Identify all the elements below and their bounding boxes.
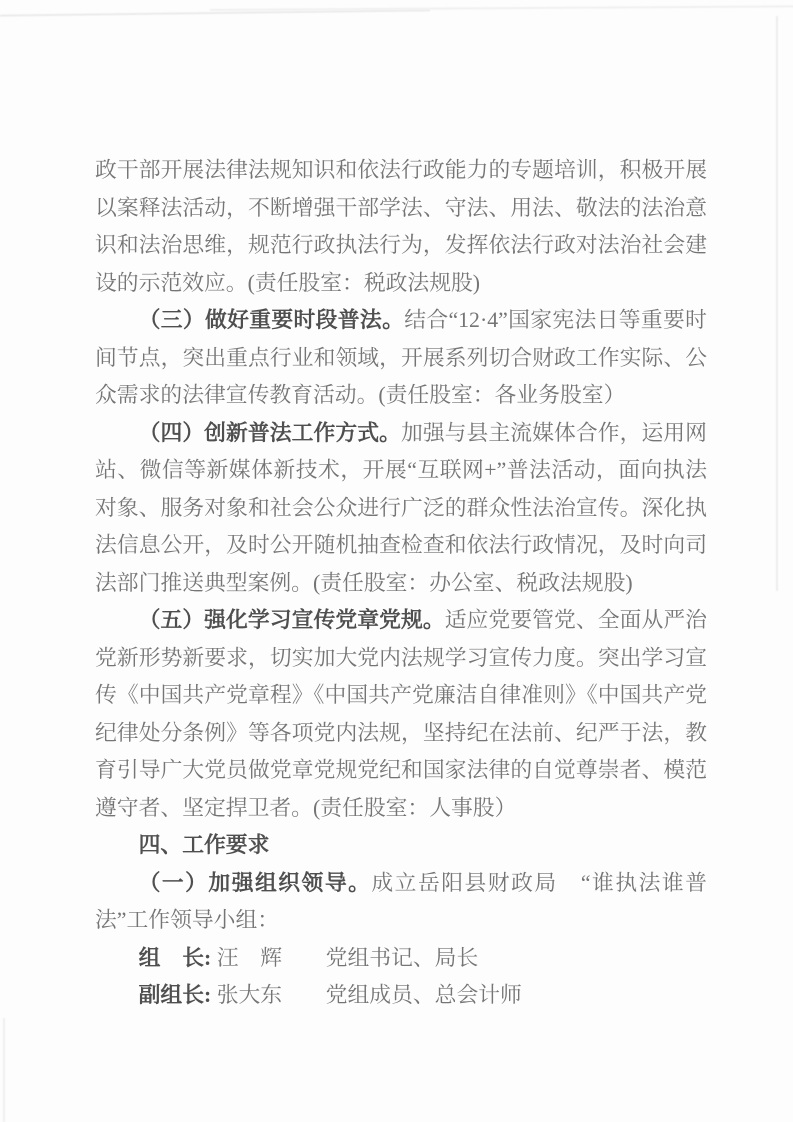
scan-artifact-bottom-left-edge xyxy=(3,1018,5,1122)
paragraph-lead: （五）强化学习宣传党章党规。 xyxy=(138,608,445,632)
leader-role-label: 组 长: xyxy=(138,945,212,970)
leader-name-title: 张大东 党组成员、总会计师 xyxy=(211,983,522,1007)
scan-artifact-right-edge xyxy=(776,16,778,591)
leader-role-label: 副组长: xyxy=(138,983,212,1007)
scan-artifact-top-line-2 xyxy=(210,5,793,11)
paragraph-lead: （一）加强组织领导。 xyxy=(138,870,372,895)
paragraph-subsection-1 xyxy=(95,865,707,940)
heading-work-requirements xyxy=(95,827,707,865)
leader-name-title: 汪 辉 党组书记、局长 xyxy=(211,945,479,970)
heading-text: 四、工作要求 xyxy=(138,833,270,857)
paragraph-text: 成立岳阳县财政局 “谁执法谁普法”工作领导小组： xyxy=(95,870,707,932)
paragraph-text: 结合“12·4”国家宪法日等重要时间节点，突出重点行业和领域，开展系列切合财政工作实际、公众需求的法律宣传教育活动。(责任股室：各业务股室） xyxy=(95,308,707,407)
paragraph-section-5 xyxy=(95,602,707,827)
paragraph-text: 政干部开展法律法规知识和依法行政能力的专题培训，积极开展以案释法活动，不断增强干部学法、守法、用法、敬法的法治意识和法治思维，规范行政执法行为，发挥依法行政对法治社会建设的示范效应。(责任股室：税政法规股) xyxy=(95,158,707,295)
paragraph-continuation xyxy=(95,152,707,302)
paragraph-text: 适应党要管党、全面从严治党新形势新要求，切实加大党内法规学习宣传力度。突出学习宣传《中国共产党章程》《中国共产党廉洁自律准则》《中国共产党纪律处分条例》等各项党内法规，坚持纪在法前、纪严于法，教育引导广大党员做党章党规党纪和国家法律的自觉尊崇者、模范遵守者、坚定捍卫者。(责任股室：人事股） xyxy=(95,608,707,820)
paragraph-lead: （四）创新普法工作方式。 xyxy=(138,420,401,445)
paragraph-section-3 xyxy=(95,302,707,415)
paragraph-text: 加强与县主流媒体合作，运用网站、微信等新媒体新技术，开展“互联网+”普法活动，面向执法对象、服务对象和社会公众进行广泛的群众性法治宣传。深化执法信息公开，及时公开随机抽查检查和依法行政情况，及时向司法部门推送典型案例。(责任股室：办公室、税政法规股) xyxy=(95,420,707,595)
paragraph-section-4 xyxy=(95,415,707,603)
paragraph-lead: （三）做好重要时段普法。 xyxy=(138,308,405,332)
leader-row-group-leader xyxy=(95,940,707,978)
leader-row-deputy-leader xyxy=(95,977,707,1015)
document-body xyxy=(95,152,707,1015)
